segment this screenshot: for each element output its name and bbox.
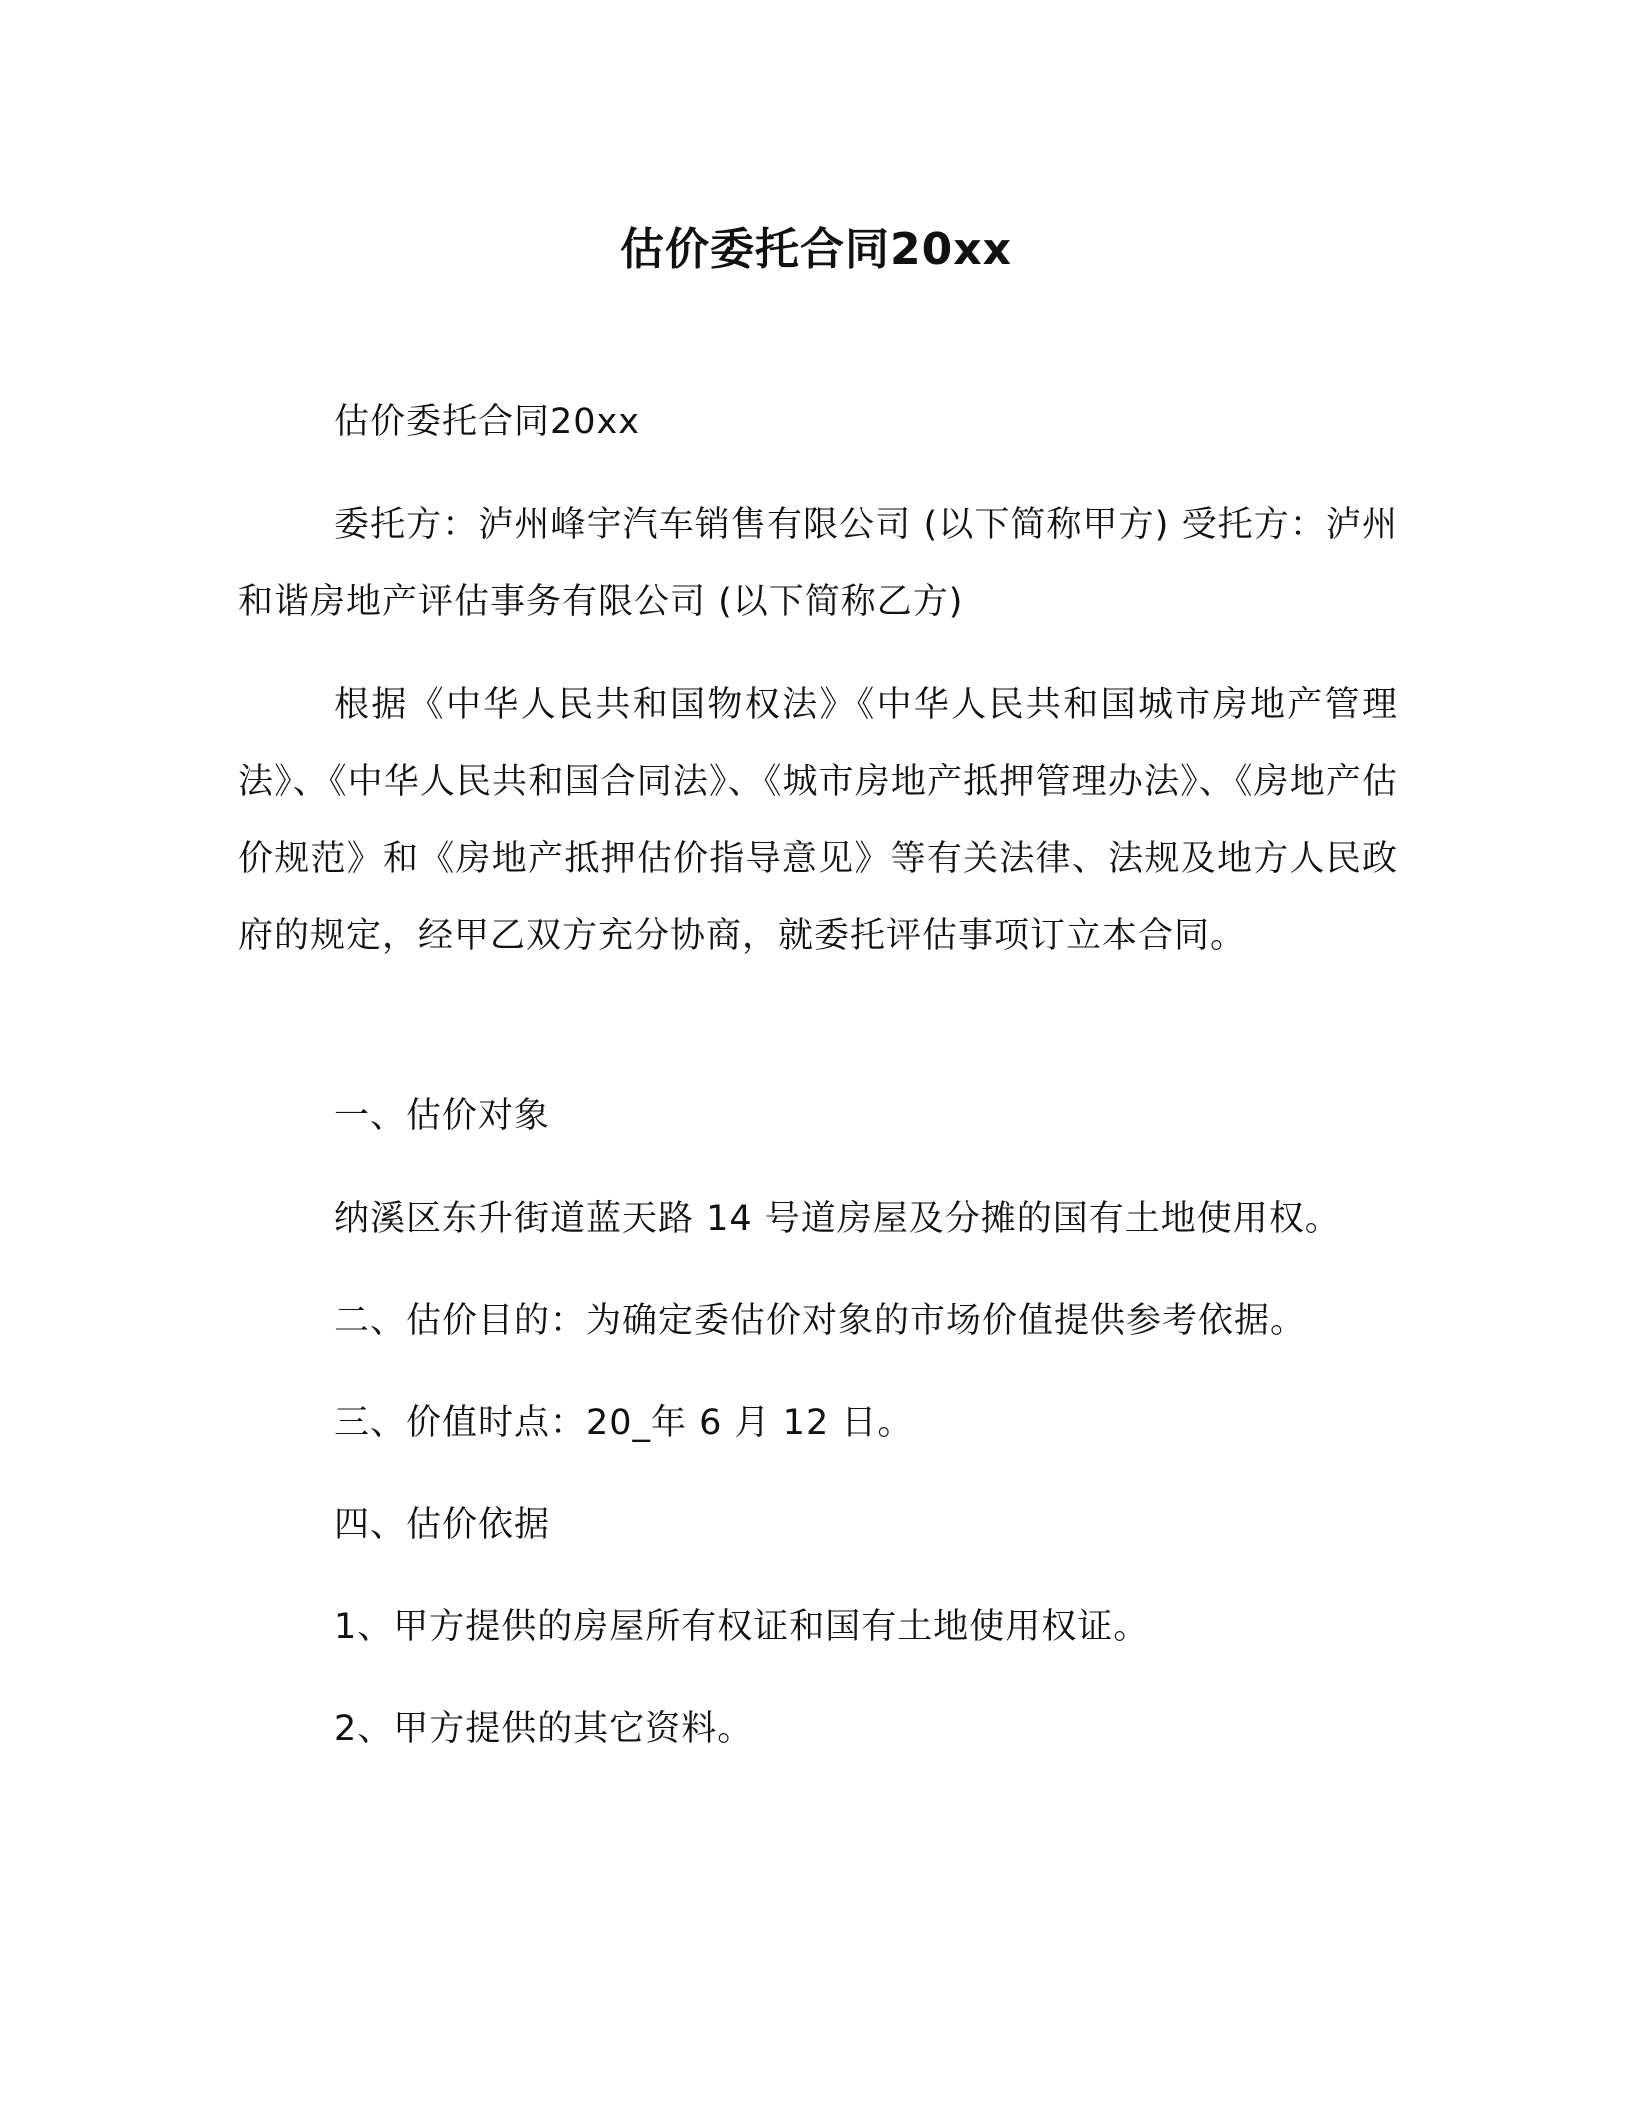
section-2: 二、估价目的：为确定委估价对象的市场价值提供参考依据。 [334, 1301, 1307, 1341]
document-subtitle: 估价委托合同20xx [334, 402, 640, 442]
section-1-heading: 一、估价对象 [334, 1096, 551, 1136]
section-1-body: 纳溪区东升街道蓝天路 14 号道房屋及分摊的国有土地使用权。 [334, 1199, 1341, 1239]
parties-paragraph: 委托方：泸州峰宇汽车销售有限公司 (以下简称甲方) 受托方：泸州和谐房地产评估事务有限公司 (以下简称乙方) [238, 505, 1398, 622]
basis-item-1: 1、甲方提供的房屋所有权证和国有土地使用权证。 [334, 1607, 1150, 1647]
preamble-paragraph: 根据《中华人民共和国物权法》《中华人民共和国城市房地产管理法》、《中华人民共和国合同法》、《城市房地产抵押管理办法》、《房地产估价规范》和《房地产抵押估价指导意见》等有关法律、法规及地方人民政府的规定，经甲乙双方充分协商，就委托评估事项订立本合同。 [238, 685, 1398, 956]
section-4-heading: 四、估价依据 [334, 1505, 551, 1545]
basis-item-2: 2、甲方提供的其它资料。 [334, 1709, 754, 1749]
section-3: 三、价值时点：20_年 6 月 12 日。 [334, 1403, 914, 1443]
document-title: 估价委托合同20xx [620, 224, 1012, 275]
